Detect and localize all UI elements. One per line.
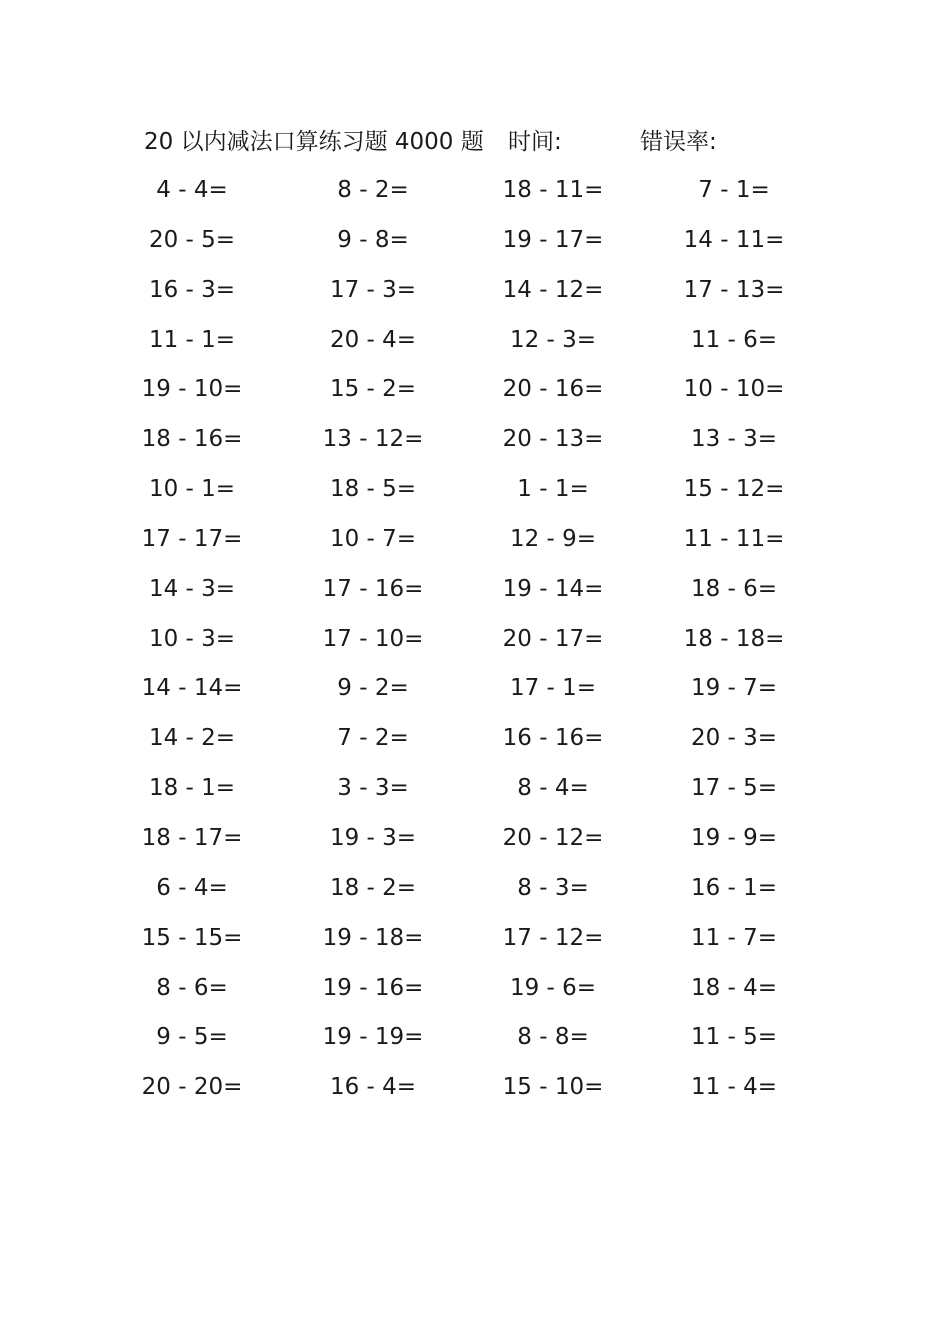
subtraction-problem: 19 - 14= <box>502 575 604 602</box>
subtraction-problem: 17 - 5= <box>690 775 778 802</box>
subtraction-problem: 14 - 12= <box>502 276 604 303</box>
subtraction-problem: 18 - 16= <box>141 426 243 453</box>
problem-row <box>0 664 950 714</box>
subtraction-problem: 17 - 10= <box>322 625 424 652</box>
subtraction-problem: 8 - 6= <box>156 974 228 1001</box>
problem-row <box>0 515 950 565</box>
subtraction-problem: 8 - 4= <box>517 775 589 802</box>
subtraction-problem: 17 - 17= <box>141 525 243 552</box>
problem-row <box>0 864 950 914</box>
subtraction-problem: 19 - 6= <box>509 974 597 1001</box>
subtraction-problem: 20 - 17= <box>502 625 604 652</box>
problem-row <box>0 764 950 814</box>
subtraction-problem: 20 - 4= <box>329 326 417 353</box>
subtraction-problem: 17 - 12= <box>502 924 604 951</box>
subtraction-problem: 11 - 6= <box>690 326 778 353</box>
problem-row <box>0 365 950 415</box>
subtraction-problem: 11 - 4= <box>690 1074 778 1101</box>
error-rate-label: 错误率: <box>640 129 717 155</box>
subtraction-problem: 17 - 3= <box>329 276 417 303</box>
subtraction-problem: 7 - 2= <box>337 725 409 752</box>
subtraction-problem: 9 - 8= <box>337 226 409 253</box>
problem-row <box>0 1013 950 1063</box>
problem-row <box>0 565 950 615</box>
subtraction-problem: 17 - 13= <box>683 276 785 303</box>
problem-row <box>0 266 950 316</box>
subtraction-problem: 16 - 3= <box>148 276 236 303</box>
subtraction-problem: 20 - 12= <box>502 824 604 851</box>
problem-row <box>0 166 950 216</box>
problem-row <box>0 465 950 515</box>
subtraction-problem: 18 - 4= <box>690 974 778 1001</box>
subtraction-problem: 10 - 1= <box>148 476 236 503</box>
subtraction-problem: 13 - 3= <box>690 426 778 453</box>
problem-row <box>0 615 950 665</box>
subtraction-problem: 11 - 1= <box>148 326 236 353</box>
subtraction-problem: 19 - 19= <box>322 1024 424 1051</box>
subtraction-problem: 20 - 5= <box>148 226 236 253</box>
subtraction-problem: 17 - 16= <box>322 575 424 602</box>
subtraction-problem: 19 - 3= <box>329 824 417 851</box>
subtraction-problem: 14 - 11= <box>683 226 785 253</box>
subtraction-problem: 9 - 5= <box>156 1024 228 1051</box>
subtraction-problem: 18 - 6= <box>690 575 778 602</box>
problem-row <box>0 964 950 1014</box>
subtraction-problem: 4 - 4= <box>156 177 228 203</box>
subtraction-problem: 20 - 13= <box>502 426 604 453</box>
subtraction-problem: 20 - 3= <box>690 725 778 752</box>
problem-row <box>0 216 950 266</box>
problem-row <box>0 316 950 366</box>
subtraction-problem: 18 - 11= <box>502 177 604 203</box>
subtraction-problem: 14 - 2= <box>148 725 236 752</box>
subtraction-problem: 19 - 9= <box>690 824 778 851</box>
subtraction-problem: 7 - 1= <box>698 177 770 203</box>
subtraction-problem: 8 - 8= <box>517 1024 589 1051</box>
time-label: 时间: <box>508 129 562 155</box>
subtraction-problem: 17 - 1= <box>509 675 597 702</box>
subtraction-problem: 18 - 2= <box>329 874 417 901</box>
subtraction-problem: 10 - 3= <box>148 625 236 652</box>
subtraction-problem: 20 - 20= <box>141 1074 243 1101</box>
subtraction-problem: 15 - 2= <box>329 376 417 403</box>
subtraction-problem: 19 - 7= <box>690 675 778 702</box>
subtraction-problem: 19 - 10= <box>141 376 243 403</box>
subtraction-problem: 19 - 17= <box>502 226 604 253</box>
subtraction-problem: 19 - 16= <box>322 974 424 1001</box>
subtraction-problem: 3 - 3= <box>337 775 409 802</box>
subtraction-problem: 15 - 12= <box>683 476 785 503</box>
subtraction-problem: 1 - 1= <box>517 476 589 503</box>
subtraction-problem: 16 - 4= <box>329 1074 417 1101</box>
problem-row <box>0 814 950 864</box>
subtraction-problem: 10 - 10= <box>683 376 785 403</box>
subtraction-problem: 9 - 2= <box>337 675 409 702</box>
subtraction-problem: 18 - 17= <box>141 824 243 851</box>
subtraction-problem: 20 - 16= <box>502 376 604 403</box>
subtraction-problem: 13 - 12= <box>322 426 424 453</box>
problem-row <box>0 415 950 465</box>
worksheet-title: 20 以内减法口算练习题 4000 题 <box>144 129 484 155</box>
subtraction-problem: 8 - 3= <box>517 874 589 901</box>
subtraction-problem: 15 - 15= <box>141 924 243 951</box>
subtraction-problem: 10 - 7= <box>329 525 417 552</box>
subtraction-problem: 12 - 3= <box>509 326 597 353</box>
subtraction-problem: 12 - 9= <box>509 525 597 552</box>
problem-row <box>0 714 950 764</box>
problem-grid <box>0 166 950 1113</box>
worksheet-header <box>0 124 950 160</box>
subtraction-problem: 18 - 18= <box>683 625 785 652</box>
subtraction-problem: 14 - 3= <box>148 575 236 602</box>
subtraction-problem: 16 - 1= <box>690 874 778 901</box>
problem-row <box>0 914 950 964</box>
subtraction-problem: 8 - 2= <box>337 177 409 203</box>
subtraction-problem: 15 - 10= <box>502 1074 604 1101</box>
subtraction-problem: 11 - 11= <box>683 525 785 552</box>
problem-row <box>0 1063 950 1113</box>
subtraction-problem: 14 - 14= <box>141 675 243 702</box>
subtraction-problem: 18 - 1= <box>148 775 236 802</box>
subtraction-problem: 6 - 4= <box>156 874 228 901</box>
subtraction-problem: 11 - 5= <box>690 1024 778 1051</box>
subtraction-problem: 18 - 5= <box>329 476 417 503</box>
subtraction-problem: 11 - 7= <box>690 924 778 951</box>
subtraction-problem: 16 - 16= <box>502 725 604 752</box>
subtraction-problem: 19 - 18= <box>322 924 424 951</box>
